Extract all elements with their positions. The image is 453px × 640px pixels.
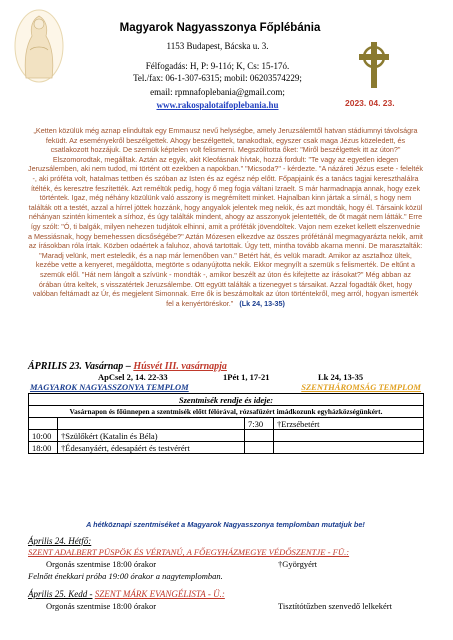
reading-first: ApCsel 2, 14. 22-33 xyxy=(98,372,168,382)
mass-intention-trinity xyxy=(274,430,424,442)
church-main-title: MAGYAROK NAGYASSZONYA TEMPLOM xyxy=(30,382,189,392)
church-trinity-title: SZENTHÁROMSÁG TEMPLOM xyxy=(301,382,421,392)
table-row xyxy=(29,406,424,418)
mass-time: 10:00 xyxy=(29,430,58,442)
mass-intention: Tisztítótűzben szenvedő lelkekért xyxy=(278,601,392,611)
mass-intention-trinity xyxy=(274,442,424,454)
mass-time: Orgonás szentmise 18:00 órakor xyxy=(46,559,157,569)
parish-address: 1153 Budapest, Bácska u. 3. xyxy=(166,41,269,51)
celtic-cross-icon xyxy=(355,40,393,90)
sunday-heading: ÁPRILIS 23. Vasárnap – Húsvét III. vasárnapja xyxy=(28,361,227,372)
reading-gospel: Lk 24, 13-35 xyxy=(318,372,364,382)
church-titles xyxy=(28,382,423,392)
reading-second: 1Pét 1, 17-21 xyxy=(223,372,270,382)
mass-intention: †Györgyért xyxy=(278,559,318,569)
weekday-monday-feast: SZENT ADALBERT PÜSPÖK ÉS VÉRTANÚ, A FŐEGYHÁZMEGYE VÉDŐSZENTJE - FÜ.: xyxy=(28,547,350,557)
phone-numbers: Tel./fax: 06-1-307-6315; mobil: 06203574229; xyxy=(133,73,302,83)
rosary-note: Vasárnapon és főünnepen a szentmisék előtt félórával, rózsafüzért imádkozunk egyházközségünkért. xyxy=(29,406,424,418)
table-row xyxy=(29,442,424,454)
website-link[interactable]: www.rakospalotaifoplebania.hu xyxy=(156,100,279,110)
weekday-tuesday-day: Április 25. Kedd - xyxy=(28,589,93,599)
table-row xyxy=(29,394,424,406)
weekday-monday-extra: Felnőtt énekkari próba 19:00 órakor a nagytemplomban. xyxy=(28,571,223,581)
mass-time xyxy=(29,418,58,430)
mass-time: 18:00 xyxy=(29,442,58,454)
mass-time: Orgonás szentmise 18:00 órakor xyxy=(46,601,157,611)
sunday-feast: Húsvét III. vasárnapja xyxy=(133,361,227,372)
weekday-tuesday-heading xyxy=(28,589,225,599)
sunday-date: ÁPRILIS 23. Vasárnap xyxy=(28,361,124,372)
weekday-monday-heading: Április 24. Hétfő: xyxy=(28,536,92,546)
table-row xyxy=(29,430,424,442)
gospel-reference: (Lk 24, 13-35) xyxy=(239,298,285,308)
gospel-passage xyxy=(28,126,423,308)
weekday-mass-note: A hétköznapi szentmiséket a Magyarok Nagyasszonya templomban mutatjuk be! xyxy=(86,520,365,529)
office-hours: Félfogadás: H, P: 9-11ó; K, Cs: 15-17ó. xyxy=(145,61,290,71)
mass-time-trinity: 7:30 xyxy=(245,418,274,430)
mass-time-trinity xyxy=(245,430,274,442)
bulletin-date: 2023. 04. 23. xyxy=(345,98,395,108)
mass-intention: †Édesanyáért, édesapáért és testvérért xyxy=(58,442,245,454)
gospel-text: „Ketten közülük még aznap elindultak egy Emmausz nevű helységbe, amely Jeruzsálemtől hatvan stádiumnyi távolságra feküdt. Az eseményekről beszélgettek. Ahogy beszélgettek, tanakodtak, egyszer csak maga Jézus közeledett, és csatlakozott hozzájuk. De szemük képtelen volt felismerni. Megszólította őket: "Miről beszélgettek itt az úton?" Elszomorodtak, megálltak. Aztán az egyik, akit Kleofásnak hívtak, hozzá fordult: "Te vagy az egyetlen idegen Jeruzsálemben, aki nem tudod, mi történt ott ezekben a napokban." "Micsoda?" - kérdezte. "A názáreti Jézus esete - felelték -, aki próféta volt, hatalmas tettben és szóban az Isten és az egész nép előtt. Főpapjaink és a tanács tagjai kereszthalálra ítélték, és keresztre feszítették. Azt reméltük pedig, hogy ő meg fogja váltani Izraelt. S már harmadnapja annak, hogy ezek történtek. Igaz, még néhány közülünk való asszony is megrémített minket. Hajnalban kinn jártak a sírnál, s hogy nem találták ott a testét, azzal a hírrel jöttek hozzánk, hogy angyalok jelentek meg nekik, és azt mondták, hogy él. Társaink közül néhányan szintén kimentek a sírhoz, és úgy találták mindent, ahogy az asszonyok jelentették, de őt magát nem látták." Erre így szólt: "Ó, ti balgák, milyen nehezen tudjátok elhinni, amit a próféták jövendöltek. Vajon nem ezeket kellett elszenvednie a Messiásnak, hogy bemehessen dicsőségébe?" Aztán Mózesen elkezdve az összes prófétánál megmagyarázta nekik, amit az írásokban róla írtak. Közben odaértek a faluhoz, ahová tartottak. Úgy tett, mintha tovább akarna menni. De marasztalták: "Maradj velünk, mert esteledik, és a nap már lemenőben van." Betért hát, és velük maradt. Amikor az asztalhoz ültek, kezébe vette a kenyeret, megáldotta, megtörte s odanyújtotta nekik. Ekkor megnyílt a szemük s felismerték. De eltűnt a szemük elől. "Hát nem lángolt a szívünk - mondták -, amikor beszélt az úton és kifejtette az írásokat?" Még abban az órában útra keltek, s visszatértek Jeruzsálembe. Ott együtt találták a tizenegyet s társaikat. Azzal fogadták őket, hogy valóban feltámadt az Úr, és megjelent Simonnak. Erre ők is beszámoltak az úton történtekről, meg arról, hogyan ismerték fel a kenyértöréskor." xyxy=(28,126,423,308)
parish-logo-madonna xyxy=(10,6,68,84)
table-row xyxy=(29,418,424,430)
mass-schedule-table xyxy=(28,393,424,454)
weekday-tuesday-feast: SZENT MÁRK EVANGÉLISTA - Ü.: xyxy=(94,589,225,599)
parish-title: Magyarok Nagyasszonya Főplébánia xyxy=(119,22,321,34)
mass-intention xyxy=(58,418,245,430)
mass-table-caption: Szentmisék rendje és ideje: xyxy=(29,394,424,406)
mass-time-trinity xyxy=(245,442,274,454)
mass-intention: †Szülőkért (Katalin és Béla) xyxy=(58,430,245,442)
mass-intention-trinity: †Erzsébetért xyxy=(274,418,424,430)
email-address[interactable]: email: rpmnafoplebania@gmail.com; xyxy=(150,87,285,97)
